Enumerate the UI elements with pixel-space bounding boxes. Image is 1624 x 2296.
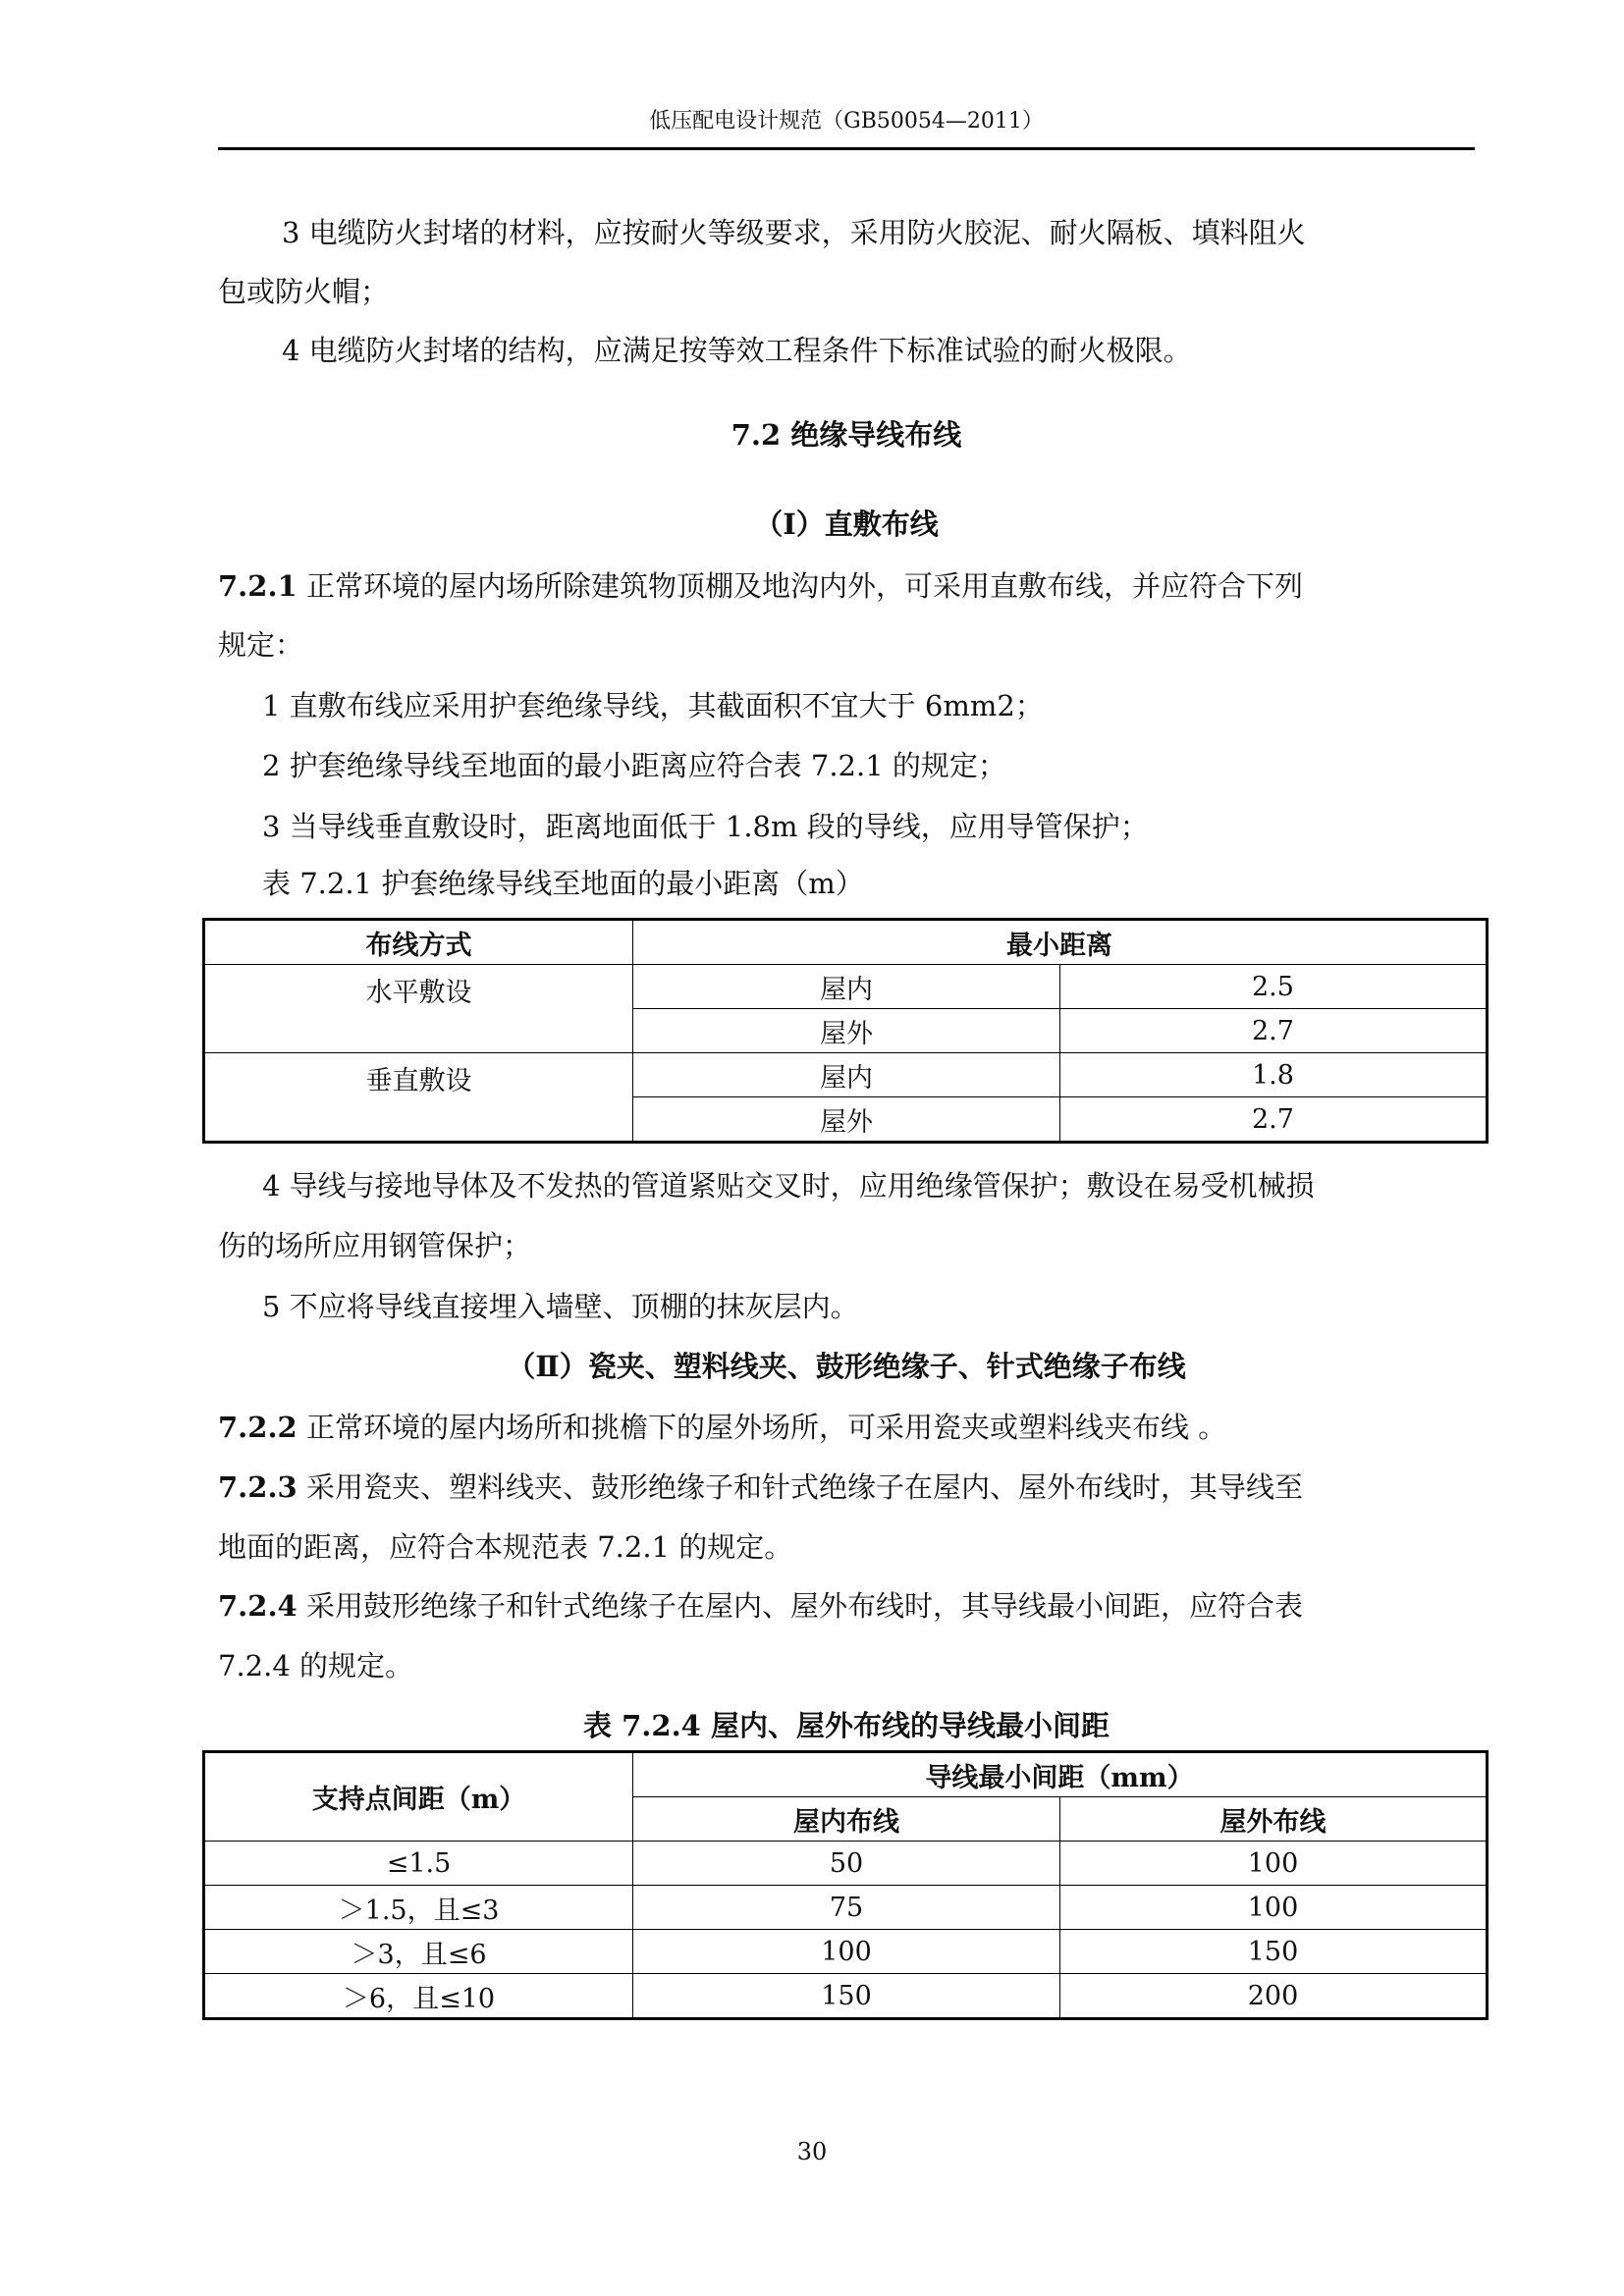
table1-location-cell: 屋外: [632, 1009, 1059, 1053]
table-row: [204, 1930, 1488, 1974]
table-row: [204, 1053, 1488, 1097]
table2-indoor-cell: 100: [633, 1930, 1060, 1974]
table1-location-cell: 屋内: [632, 1053, 1059, 1097]
table1-value-cell: 2.7: [1059, 1097, 1487, 1143]
table2-indoor-cell: 50: [633, 1842, 1060, 1886]
clause-number: 7.2.2: [218, 1411, 298, 1444]
table2-outdoor-cell: 100: [1060, 1842, 1488, 1886]
table-row: [204, 1842, 1488, 1886]
section-title: 7.2 绝缘导线布线: [731, 418, 962, 452]
table-7-2-1-caption: 表 7.2.1 护套绝缘导线至地面的最小距离（m）: [262, 867, 864, 900]
list-item-5: 5 不应将导线直接埋入墙壁、顶棚的抹灰层内。: [262, 1290, 859, 1323]
page-number: 30: [796, 2138, 828, 2165]
running-header: 低压配电设计规范（GB50054—2011）: [649, 109, 1044, 133]
table2-span-cell: ≤1.5: [204, 1842, 633, 1886]
table1-value-cell: 2.7: [1059, 1009, 1487, 1053]
table1-value-cell: 2.5: [1059, 965, 1487, 1009]
item-4: 4 电缆防火封堵的结构，应满足按等效工程条件下标准试验的耐火极限。: [282, 334, 1192, 367]
table2-indoor-cell: 150: [633, 1974, 1060, 2019]
table2-header-indoor: 屋内布线: [633, 1797, 1060, 1842]
table2-header-support: 支持点间距（m）: [204, 1752, 633, 1842]
clause-number: 7.2.3: [218, 1470, 298, 1504]
list-item-3: 3 当导线垂直敷设时，距离地面低于 1.8m 段的导线，应用导管保护；: [262, 810, 1149, 843]
table1-method-cell: 水平敷设: [204, 965, 633, 1053]
item-3-line-1: 3 电缆防火封堵的材料，应按耐火等级要求，采用防火胶泥、耐火隔板、填料阻火: [282, 216, 1306, 249]
table1-location-cell: 屋外: [632, 1097, 1059, 1143]
table2-header-outdoor: 屋外布线: [1060, 1797, 1488, 1842]
clause-number: 7.2.4: [218, 1589, 298, 1623]
clause-7-2-1-line-2: 规定：: [218, 628, 304, 662]
clause-7-2-2: [218, 1408, 1475, 1447]
table1-method-cell: 垂直敷设: [204, 1053, 633, 1143]
table2-header-gap: 导线最小间距（mm）: [633, 1752, 1488, 1797]
clause-7-2-3-line-2: 地面的距离，应符合本规范表 7.2.1 的规定。: [218, 1530, 793, 1564]
clause-7-2-4-line-1: [218, 1586, 1475, 1626]
table-7-2-4: [202, 1750, 1489, 2020]
subsection-2-title: （Ⅱ）瓷夹、塑料线夹、鼓形绝缘子、针式绝缘子布线: [507, 1350, 1186, 1383]
table-7-2-4-caption: 表 7.2.4 屋内、屋外布线的导线最小间距: [583, 1709, 1110, 1742]
table2-outdoor-cell: 100: [1060, 1886, 1488, 1930]
table2-outdoor-cell: 150: [1060, 1930, 1488, 1974]
table1-header-distance: 最小距离: [632, 920, 1487, 965]
item-3-line-2: 包或防火帽；: [218, 275, 390, 308]
table-row: [204, 1886, 1488, 1930]
clause-7-2-3-line-1: [218, 1468, 1475, 1507]
clause-text: 正常环境的屋内场所和挑檐下的屋外场所，可采用瓷夹或塑料线夹布线 。: [305, 1411, 1227, 1444]
clause-text: 采用鼓形绝缘子和针式绝缘子在屋内、屋外布线时，其导线最小间距，应符合表: [305, 1589, 1303, 1623]
table2-indoor-cell: 75: [633, 1886, 1060, 1930]
header-rule: [218, 147, 1475, 150]
list-item-4-line-2: 伤的场所应用钢管保护；: [218, 1229, 532, 1262]
clause-text: 采用瓷夹、塑料线夹、鼓形绝缘子和针式绝缘子在屋内、屋外布线时，其导线至: [305, 1470, 1303, 1504]
clause-number: 7.2.1: [218, 569, 298, 603]
table2-span-cell: ＞6，且≤10: [204, 1974, 633, 2019]
table1-value-cell: 1.8: [1059, 1053, 1487, 1097]
table1-header-method: 布线方式: [204, 920, 633, 965]
list-item-1: 1 直敷布线应采用护套绝缘导线，其截面积不宜大于 6mm2；: [262, 689, 1044, 722]
table2-outdoor-cell: 200: [1060, 1974, 1488, 2019]
list-item-4-line-1: 4 导线与接地导体及不发热的管道紧贴交叉时，应用绝缘管保护；敷设在易受机械损: [262, 1169, 1315, 1202]
list-item-2: 2 护套绝缘导线至地面的最小距离应符合表 7.2.1 的规定；: [262, 749, 1006, 782]
subsection-1-title: （Ⅰ）直敷布线: [754, 507, 939, 541]
table1-location-cell: 屋内: [632, 965, 1059, 1009]
table-row: [204, 965, 1488, 1009]
table-row: [204, 1974, 1488, 2019]
clause-7-2-1-line-1: [218, 566, 1475, 606]
clause-7-2-4-line-2: 7.2.4 的规定。: [218, 1649, 414, 1682]
clause-text: 正常环境的屋内场所除建筑物顶棚及地沟内外，可采用直敷布线，并应符合下列: [305, 569, 1303, 603]
table-7-2-1: [202, 918, 1489, 1144]
table2-span-cell: ＞3，且≤6: [204, 1930, 633, 1974]
table2-span-cell: ＞1.5，且≤3: [204, 1886, 633, 1930]
